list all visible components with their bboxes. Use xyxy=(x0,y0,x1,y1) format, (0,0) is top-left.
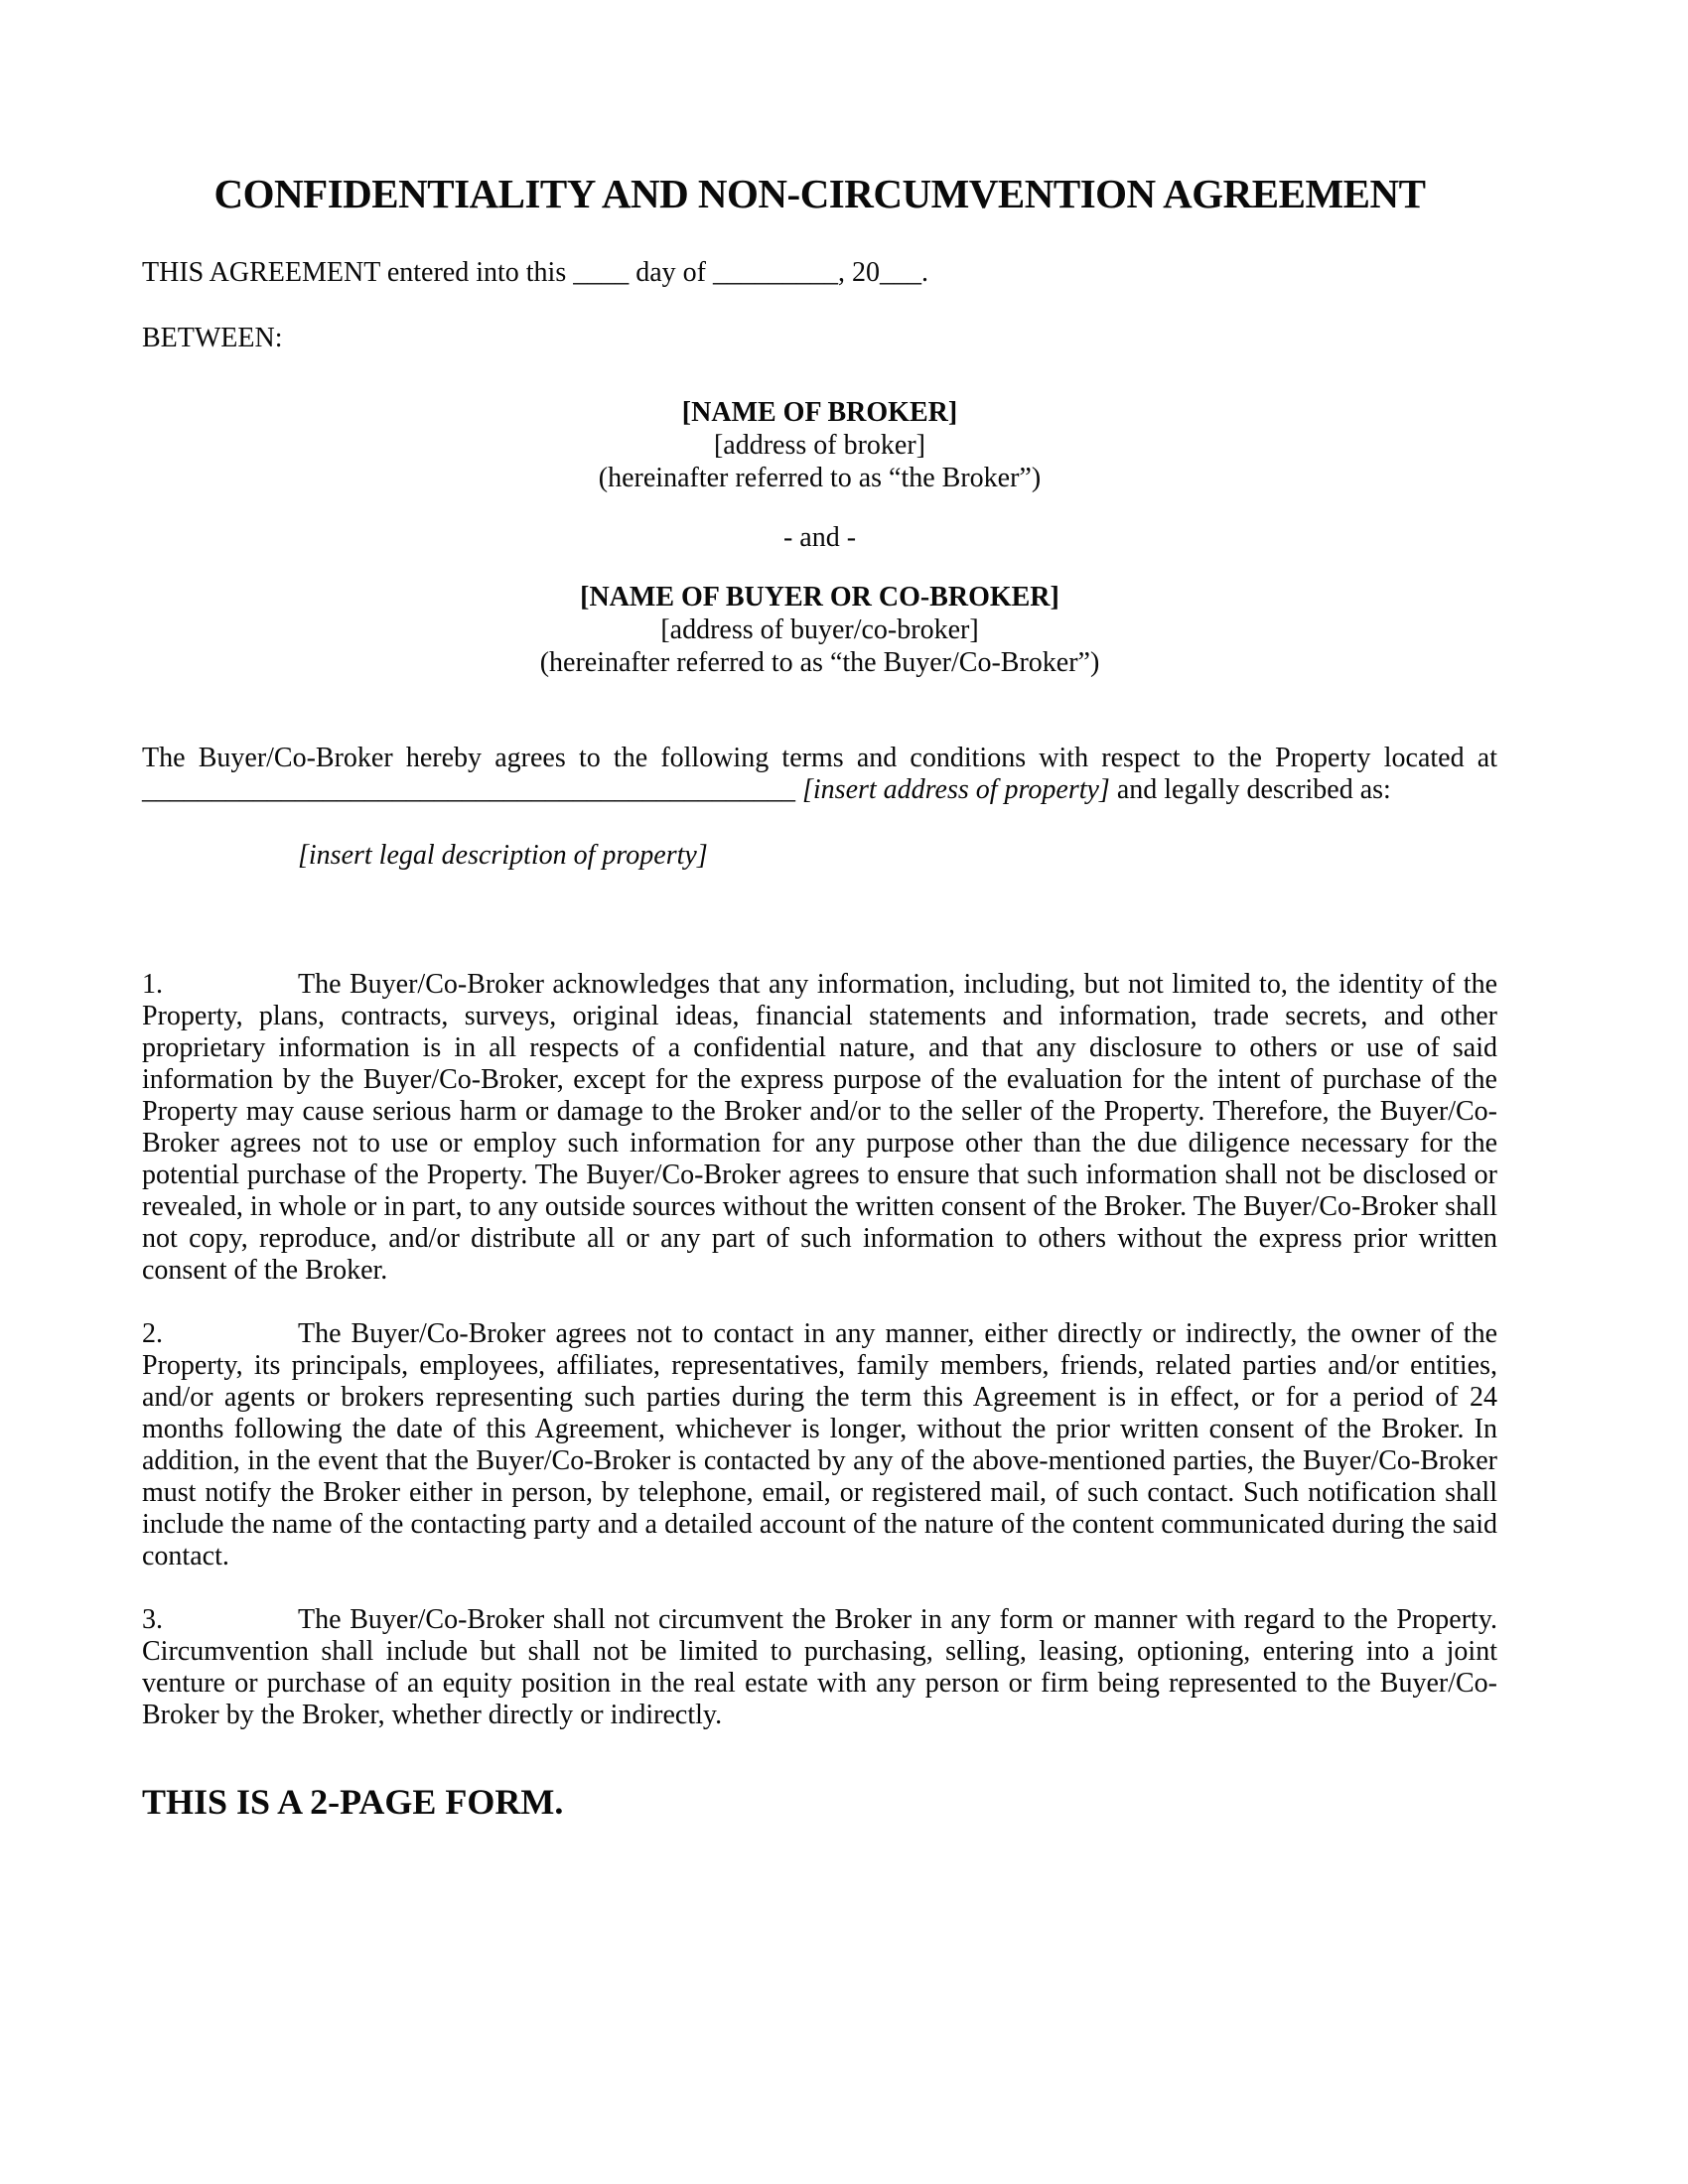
clause-3 xyxy=(142,1604,1497,1731)
form-note: THIS IS A 2-PAGE FORM. xyxy=(142,1782,564,1823)
broker-name: [NAME OF BROKER] xyxy=(681,397,958,429)
property-clause-tail: and legally described as: xyxy=(1116,774,1391,806)
buyer-party-block xyxy=(142,581,1497,679)
clause-3-text: The Buyer/Co-Broker shall not circumvent the Broker in any form or manner with regard to the Property. Circumvention shall include but shall not be limited to purchasing, selling, leasing, optioning, entering into a joint venture or purchase of an equity position in the real estate with any person or firm being represented to the Buyer/Co-Broker by the Broker, whether directly or indirectly. xyxy=(142,1604,1497,1731)
clause-2-text: The Buyer/Co-Broker agrees not to contact in any manner, either directly or indirectly, the owner of the Property, its principals, employees, affiliates, representatives, family members, friends, related parties and/or entities, and/or agents or brokers representing such parties during the term this Agreement is in effect, or for a period of 24 months following the date of this Agreement, whichever is longer, without the prior written consent of the Broker. In addition, in the event that the Buyer/Co-Broker is contacted by any of the above-mentioned parties, the Buyer/Co-Broker must notify the Broker either in person, by telephone, email, or registered mail, of such contact. Such notification shall include the name of the contacting party and a detailed account of the nature of the content communicated during the said contact. xyxy=(142,1318,1497,1572)
clause-1 xyxy=(142,969,1497,1287)
buyer-alias: (hereinafter referred to as “the Buyer/Co-Broker”) xyxy=(539,647,1100,679)
broker-alias: (hereinafter referred to as “the Broker”) xyxy=(598,463,1042,494)
clause-1-number: 1. xyxy=(142,969,163,1001)
buyer-name: [NAME OF BUYER OR CO-BROKER] xyxy=(580,582,1059,614)
property-clause xyxy=(142,743,1497,806)
broker-party-block xyxy=(142,396,1497,494)
broker-address: [address of broker] xyxy=(713,430,926,462)
buyer-address: [address of buyer/co-broker] xyxy=(660,614,979,646)
parties-separator: - and - xyxy=(782,522,857,554)
clause-1-text: The Buyer/Co-Broker acknowledges that any information, including, but not limited to, the identity of the Property, plans, contracts, surveys, original ideas, financial statements and information, trade secrets, and other proprietary information is in all respects of a confidential nature, and that any disclosure to others or use of said information by the Buyer/Co-Broker, except for the express purpose of the evaluation for the intent of purchase of the Property may cause serious harm or damage to the Broker and/or to the seller of the Property. Therefore, the Buyer/Co-Broker agrees not to use or employ such information for any purpose other than the due diligence necessary for the potential purchase of the Property. The Buyer/Co-Broker agrees to ensure that such information shall not be disclosed or revealed, in whole or in part, to any outside sources without the written consent of the Broker. The Buyer/Co-Broker shall not copy, reproduce, and/or distribute all or any part of such information to others without the express prior written consent of the Broker. xyxy=(142,969,1497,1287)
property-address-blank-line: _______________________________________________ xyxy=(142,774,795,806)
between-label: BETWEEN: xyxy=(142,323,283,354)
property-clause-lead: The Buyer/Co-Broker hereby agrees to the following terms and conditions with respect to the Property located at xyxy=(142,743,1497,774)
clause-2 xyxy=(142,1318,1497,1572)
insert-address-placeholder: [insert address of property] xyxy=(802,774,1110,806)
intro-line: THIS AGREEMENT entered into this ____ day of _________, 20___. xyxy=(142,257,928,289)
legal-description-placeholder: [insert legal description of property] xyxy=(298,840,708,872)
clause-2-number: 2. xyxy=(142,1318,163,1350)
clause-3-number: 3. xyxy=(142,1604,163,1636)
document-title: CONFIDENTIALITY AND NON-CIRCUMVENTION AGREEMENT xyxy=(213,171,1426,216)
